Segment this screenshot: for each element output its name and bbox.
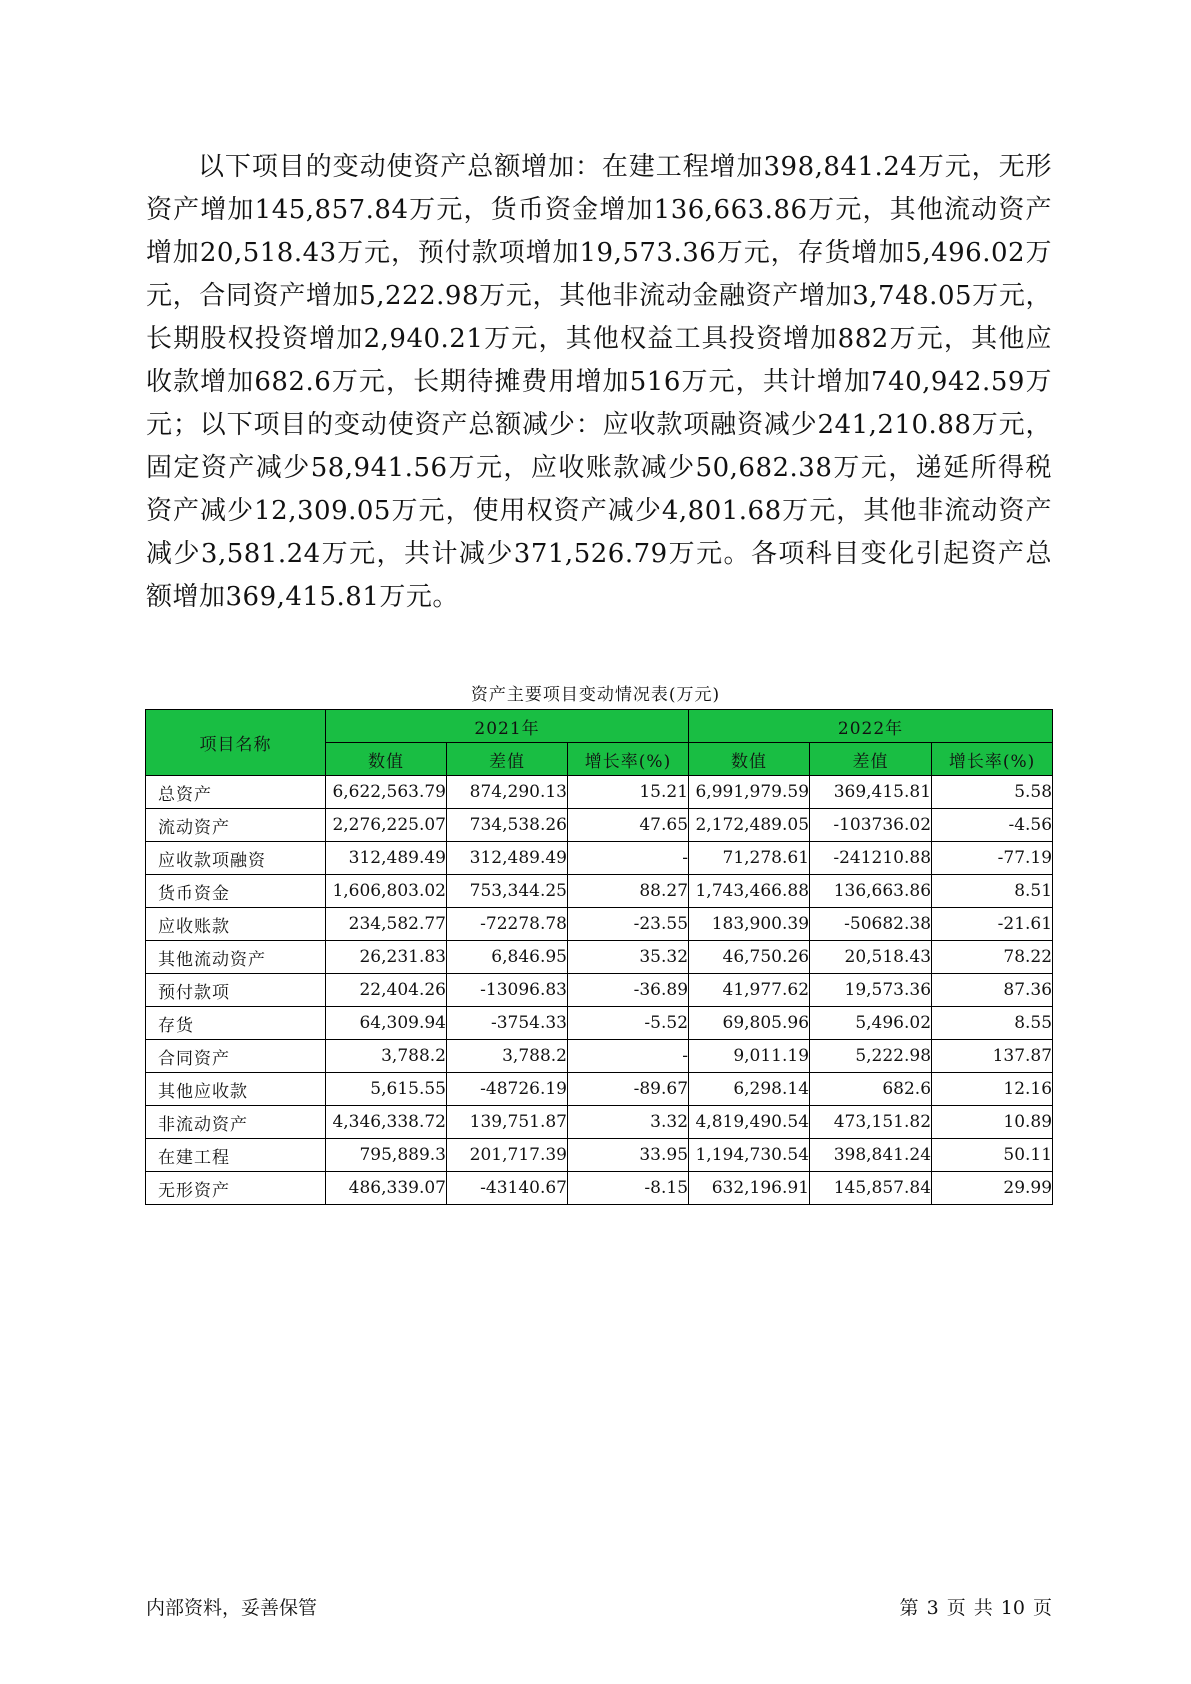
assets-change-table — [145, 709, 1053, 1205]
cell-value-2021: 234,582.77 — [326, 908, 447, 941]
cell-growth-2021: -89.67 — [568, 1073, 689, 1106]
header-year-2022: 2022年 — [689, 710, 1053, 743]
row-item-name: 应收账款 — [146, 908, 326, 941]
cell-growth-2022: -21.61 — [932, 908, 1053, 941]
cell-value-2021: 2,276,225.07 — [326, 809, 447, 842]
row-item-name: 流动资产 — [146, 809, 326, 842]
cell-value-2021: 64,309.94 — [326, 1007, 447, 1040]
cell-growth-2022: 87.36 — [932, 974, 1053, 1007]
cell-diff-2021: 6,846.95 — [447, 941, 568, 974]
cell-diff-2022: -103736.02 — [810, 809, 932, 842]
table-row — [146, 1007, 1053, 1040]
cell-growth-2021: - — [568, 842, 689, 875]
cell-growth-2021: 35.32 — [568, 941, 689, 974]
row-item-name: 存货 — [146, 1007, 326, 1040]
table-row — [146, 809, 1053, 842]
cell-growth-2022: 50.11 — [932, 1139, 1053, 1172]
row-item-name: 合同资产 — [146, 1040, 326, 1073]
cell-diff-2021: 139,751.87 — [447, 1106, 568, 1139]
row-item-name: 应收款项融资 — [146, 842, 326, 875]
table-row — [146, 1073, 1053, 1106]
cell-growth-2022: 29.99 — [932, 1172, 1053, 1205]
cell-value-2021: 5,615.55 — [326, 1073, 447, 1106]
table-row — [146, 1040, 1053, 1073]
cell-diff-2021: -48726.19 — [447, 1073, 568, 1106]
row-item-name: 非流动资产 — [146, 1106, 326, 1139]
cell-value-2022: 41,977.62 — [689, 974, 810, 1007]
table-row — [146, 941, 1053, 974]
cell-value-2022: 4,819,490.54 — [689, 1106, 810, 1139]
cell-value-2022: 71,278.61 — [689, 842, 810, 875]
header-value-2021: 数值 — [326, 743, 447, 776]
cell-diff-2022: 682.6 — [810, 1073, 932, 1106]
cell-diff-2022: 5,496.02 — [810, 1007, 932, 1040]
cell-value-2022: 69,805.96 — [689, 1007, 810, 1040]
header-item-name: 项目名称 — [146, 710, 326, 776]
cell-diff-2021: 312,489.49 — [447, 842, 568, 875]
cell-diff-2022: 398,841.24 — [810, 1139, 932, 1172]
footer-page-number: 第 3 页 共 10 页 — [899, 1597, 1052, 1619]
table-row — [146, 908, 1053, 941]
cell-value-2021: 3,788.2 — [326, 1040, 447, 1073]
cell-growth-2022: 12.16 — [932, 1073, 1053, 1106]
cell-value-2022: 6,991,979.59 — [689, 776, 810, 809]
cell-growth-2022: 10.89 — [932, 1106, 1053, 1139]
cell-diff-2022: 473,151.82 — [810, 1106, 932, 1139]
cell-growth-2021: 3.32 — [568, 1106, 689, 1139]
row-item-name: 预付款项 — [146, 974, 326, 1007]
cell-value-2022: 6,298.14 — [689, 1073, 810, 1106]
cell-value-2022: 9,011.19 — [689, 1040, 810, 1073]
cell-value-2021: 26,231.83 — [326, 941, 447, 974]
cell-diff-2022: 5,222.98 — [810, 1040, 932, 1073]
cell-diff-2021: 753,344.25 — [447, 875, 568, 908]
cell-value-2022: 46,750.26 — [689, 941, 810, 974]
cell-growth-2022: 137.87 — [932, 1040, 1053, 1073]
cell-growth-2022: 8.55 — [932, 1007, 1053, 1040]
row-item-name: 无形资产 — [146, 1172, 326, 1205]
cell-growth-2022: -4.56 — [932, 809, 1053, 842]
cell-diff-2021: 734,538.26 — [447, 809, 568, 842]
cell-growth-2021: -36.89 — [568, 974, 689, 1007]
cell-growth-2021: -23.55 — [568, 908, 689, 941]
cell-value-2021: 795,889.3 — [326, 1139, 447, 1172]
row-item-name: 其他应收款 — [146, 1073, 326, 1106]
header-value-2022: 数值 — [689, 743, 810, 776]
cell-diff-2021: -43140.67 — [447, 1172, 568, 1205]
cell-value-2022: 2,172,489.05 — [689, 809, 810, 842]
cell-value-2022: 1,743,466.88 — [689, 875, 810, 908]
cell-diff-2021: 3,788.2 — [447, 1040, 568, 1073]
cell-value-2021: 6,622,563.79 — [326, 776, 447, 809]
header-diff-2021: 差值 — [447, 743, 568, 776]
cell-diff-2022: 20,518.43 — [810, 941, 932, 974]
table-row — [146, 1106, 1053, 1139]
cell-value-2021: 1,606,803.02 — [326, 875, 447, 908]
cell-diff-2022: 369,415.81 — [810, 776, 932, 809]
cell-diff-2021: -72278.78 — [447, 908, 568, 941]
cell-value-2021: 486,339.07 — [326, 1172, 447, 1205]
table-row — [146, 842, 1053, 875]
cell-value-2022: 1,194,730.54 — [689, 1139, 810, 1172]
table-body — [146, 776, 1053, 1205]
row-item-name: 在建工程 — [146, 1139, 326, 1172]
footer-confidential-note: 内部资料，妥善保管 — [146, 1597, 318, 1619]
cell-value-2022: 183,900.39 — [689, 908, 810, 941]
cell-growth-2022: 8.51 — [932, 875, 1053, 908]
cell-diff-2021: 201,717.39 — [447, 1139, 568, 1172]
cell-growth-2021: 88.27 — [568, 875, 689, 908]
body-paragraph: 以下项目的变动使资产总额增加：在建工程增加398,841.24万元，无形资产增加145,857.84万元，货币资金增加136,663.86万元，其他流动资产增加20,518.43万元，预付款项增加19,573.36万元，存货增加5,496.02万元，合同资产增加5,222.98万元，其他非流动金融资产增加3,748.05万元，长期股权投资增加2,940.21万元，其他权益工具投资增加882万元，其他应收款增加682.6万元，长期待摊费用增加516万元，共计增加740,942.59万元；以下项目的变动使资产总额减少：应收款项融资减少241,210.88万元，固定资产减少58,941.56万元，应收账款减少50,682.38万元，递延所得税资产减少12,309.05万元，使用权资产减少4,801.68万元，其他非流动资产减少3,581.24万元，共计减少371,526.79万元。各项科目变化引起资产总额增加369,415.81万元。 — [146, 152, 1052, 612]
table-caption: 资产主要项目变动情况表(万元) — [470, 685, 721, 705]
table-row — [146, 1172, 1053, 1205]
cell-diff-2022: 136,663.86 — [810, 875, 932, 908]
cell-growth-2021: 47.65 — [568, 809, 689, 842]
header-growth-2022: 增长率(%) — [932, 743, 1053, 776]
cell-value-2022: 632,196.91 — [689, 1172, 810, 1205]
cell-value-2021: 22,404.26 — [326, 974, 447, 1007]
cell-growth-2021: 33.95 — [568, 1139, 689, 1172]
cell-growth-2022: 5.58 — [932, 776, 1053, 809]
table-row — [146, 875, 1053, 908]
table-row — [146, 1139, 1053, 1172]
cell-growth-2021: -8.15 — [568, 1172, 689, 1205]
cell-diff-2021: 874,290.13 — [447, 776, 568, 809]
cell-diff-2022: 145,857.84 — [810, 1172, 932, 1205]
cell-growth-2021: 15.21 — [568, 776, 689, 809]
row-item-name: 其他流动资产 — [146, 941, 326, 974]
row-item-name: 总资产 — [146, 776, 326, 809]
cell-value-2021: 312,489.49 — [326, 842, 447, 875]
cell-growth-2021: -5.52 — [568, 1007, 689, 1040]
cell-growth-2022: -77.19 — [932, 842, 1053, 875]
header-year-2021: 2021年 — [326, 710, 689, 743]
cell-diff-2021: -3754.33 — [447, 1007, 568, 1040]
header-diff-2022: 差值 — [810, 743, 932, 776]
table-row — [146, 974, 1053, 1007]
cell-diff-2021: -13096.83 — [447, 974, 568, 1007]
row-item-name: 货币资金 — [146, 875, 326, 908]
header-growth-2021: 增长率(%) — [568, 743, 689, 776]
cell-diff-2022: -50682.38 — [810, 908, 932, 941]
cell-growth-2021: - — [568, 1040, 689, 1073]
cell-diff-2022: 19,573.36 — [810, 974, 932, 1007]
cell-growth-2022: 78.22 — [932, 941, 1053, 974]
cell-value-2021: 4,346,338.72 — [326, 1106, 447, 1139]
table-row — [146, 776, 1053, 809]
cell-diff-2022: -241210.88 — [810, 842, 932, 875]
